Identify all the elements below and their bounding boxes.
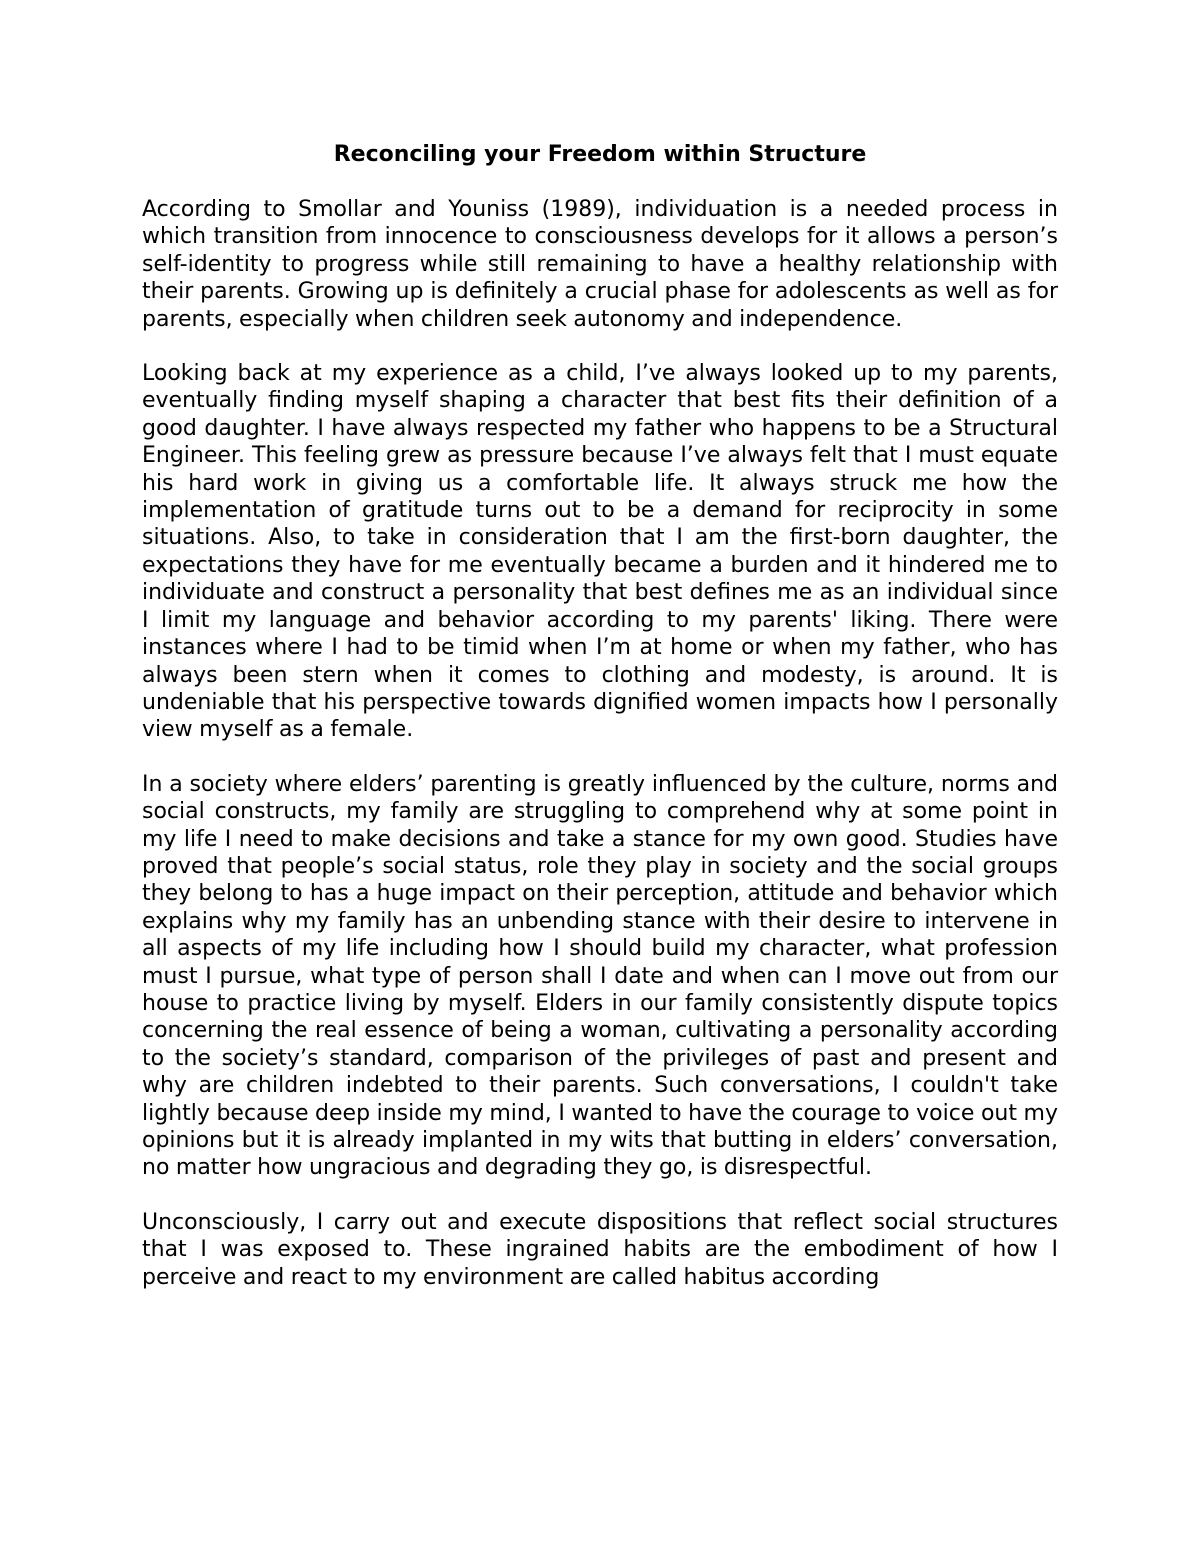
document-title: Reconciling your Freedom within Structure <box>333 142 867 167</box>
paragraph-individuation: According to Smollar and Youniss (1989), individuation is a needed process in which transition from innocence to consciousness develops for it allows a person’s self-identity to progress while still remaining to have a healthy relationship with their parents. Growing up is definitely a crucial phase for adolescents as well as for parents, especially when children seek autonomy and independence. <box>142 197 1058 332</box>
paragraph-habitus: Unconsciously, I carry out and execute dispositions that reflect social structures that I was exposed to. These ingrained habits are the embodiment of how I perceive and react to my environment are called habitus according <box>142 1209 1058 1290</box>
paragraph-society-parenting: In a society where elders’ parenting is greatly influenced by the culture, norms and social constructs, my family are struggling to comprehend why at some point in my life I need to make decisions and take a stance for my own good. Studies have proved that people’s social status, role they play in society and the social groups they belong to has a huge impact on their perception, attitude and behavior which explains why my family has an unbending stance with their desire to intervene in all aspects of my life including how I should build my character, what profession must I pursue, what type of person shall I date and when can I move out from our house to practice living by myself. Elders in our family consistently dispute topics concerning the real essence of being a woman, cultivating a personality according to the society’s standard, comparison of the privileges of past and present and why are children indebted to their parents. Such conversations, I couldn't take lightly because deep inside my mind, I wanted to have the courage to voice out my opinions but it is already implanted in my wits that butting in elders’ conversation, no matter how ungracious and degrading they go, is disrespectful. <box>142 771 1058 1181</box>
document-body <box>142 140 1058 1291</box>
paragraph-childhood-experience: Looking back at my experience as a child, I’ve always looked up to my parents, eventually finding myself shaping a character that best fits their definition of a good daughter. I have always respected my father who happens to be a Structural Engineer. This feeling grew as pressure because I’ve always felt that I must equate his hard work in giving us a comfortable life. It always struck me how the implementation of gratitude turns out to be a demand for reciprocity in some situations. Also, to take in consideration that I am the first-born daughter, the expectations they have for me eventually became a burden and it hindered me to individuate and construct a personality that best defines me as an individual since I limit my language and behavior according to my parents' liking. There were instances where I had to be timid when I’m at home or when my father, who has always been stern when it comes to clothing and modesty, is around. It is undeniable that his perspective towards dignified women impacts how I personally view myself as a female. <box>142 361 1058 743</box>
